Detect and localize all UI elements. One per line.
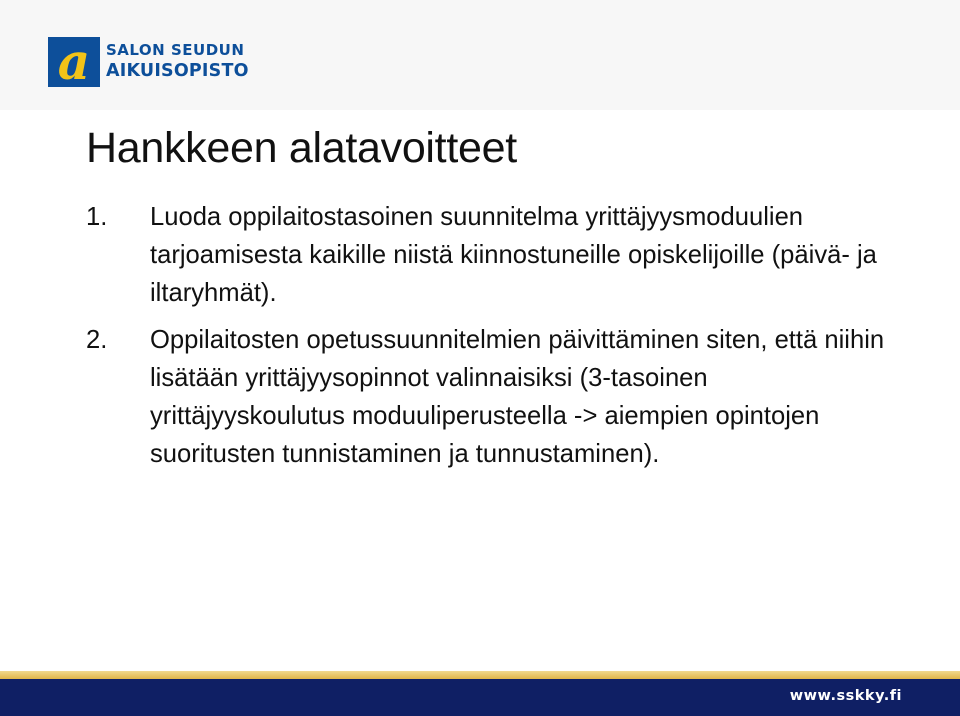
objective-text: Luoda oppilaitostasoinen suunnitelma yrittäjyysmoduulien tarjoamisesta kaikille niistä kiinnostuneille opiskelijoille (päivä- ja iltaryhmät). — [150, 203, 877, 307]
logo-a-icon — [48, 37, 100, 87]
logo-letter: a — [57, 37, 91, 87]
footer-url: www.sskky.fi — [789, 688, 902, 704]
footer-gold-stripe — [0, 671, 960, 679]
objectives-list — [86, 198, 906, 482]
slide-title: Hankkeen alatavoitteet — [86, 124, 517, 172]
objective-item-2 — [86, 321, 906, 473]
objective-number: 1. — [86, 203, 108, 231]
logo-line-1: SALON SEUDUN — [106, 41, 245, 60]
logo-line-2: AIKUISOPISTO — [106, 61, 249, 82]
header-band — [0, 0, 960, 110]
logo-mark — [48, 37, 100, 87]
logo-text — [106, 43, 249, 80]
objective-text: Oppilaitosten opetussuunnitelmien päivittäminen siten, että niihin lisätään yrittäjyysopinnot valinnaisiksi (3-tasoinen yrittäjyyskoulutus moduuliperusteella -> aiempien opintojen suoritusten tunnistaminen ja tunnustaminen). — [150, 326, 885, 468]
footer-bar — [0, 679, 960, 716]
objective-item-1 — [86, 198, 906, 312]
objective-number: 2. — [86, 326, 108, 354]
organization-logo — [48, 37, 249, 87]
